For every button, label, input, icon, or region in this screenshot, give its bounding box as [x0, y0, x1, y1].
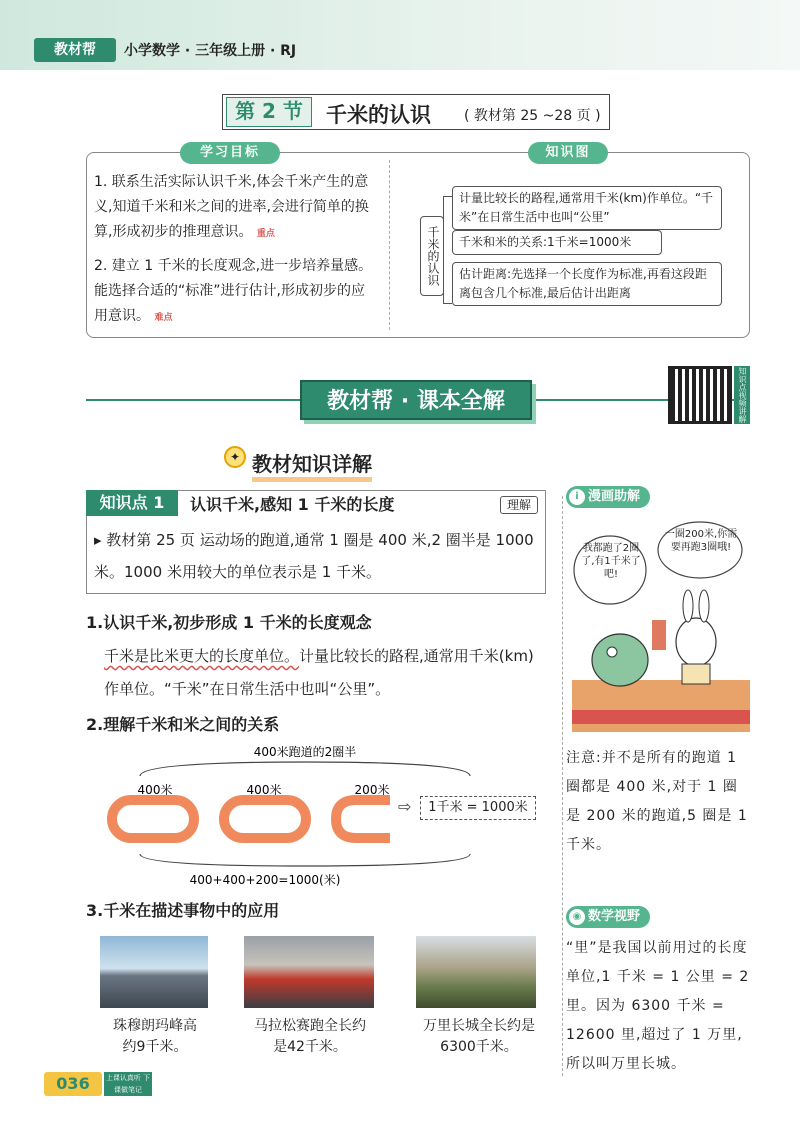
track-top-label: 400米跑道的2圈半 [253, 745, 357, 759]
bubble-right-text: 一圈200米,你需要再跑3圈哦! [664, 529, 738, 553]
knowledge-map-tag: 知识图 [528, 142, 608, 164]
track-oval-2 [224, 800, 306, 838]
mountain-photo [100, 936, 208, 1008]
goal-item-1 [94, 170, 374, 247]
part-1-underlined: 千米是比米更大的长度单位。 [104, 647, 300, 665]
section-name: 千米的认识 [326, 103, 431, 127]
track-lane [572, 710, 750, 724]
rabbit-shirt [682, 664, 710, 684]
knowledge-point-title: 认识千米,感知 1 千米的长度 [190, 495, 395, 514]
track-2-label: 400米 [246, 783, 282, 797]
info-icon: i [569, 489, 585, 505]
goal-item-1-text: 1. 联系生活实际认识千米,体会千米产生的意义,知道千米和米之间的进率,会进行简单的换算,形成初步的推理意识。 [94, 174, 369, 240]
track-ground [572, 680, 750, 732]
part-3-heading: 3.千米在描述事物中的应用 [86, 901, 280, 920]
knowledge-map-node-1: 计量比较长的路程,通常用千米(km)作单位。“千米”在日常生活中也叫“公里” [452, 186, 722, 230]
brand-logo: 教材帮 [34, 38, 116, 62]
bubble-left-text: 我都跑了2圈了,有1千米了吧! [581, 543, 641, 580]
section-reference: ( 教材第 25 ~28 页 ) [464, 108, 601, 124]
part-1-rest: 计量比较长的路程,通常用千米(km)作单位。“千米”在日常生活中也叫“公里”。 [104, 647, 534, 698]
difficult-point-mark: 难点 [154, 313, 173, 323]
knowledge-point-text: ▸ 教材第 25 页 运动场的跑道,通常 1 圈是 400 米,2 圈半是 1000 米。1000 米用较大的单位表示是 1 千米。 [94, 531, 534, 581]
background-building [652, 620, 666, 650]
equation-box: 1千米 = 1000米 [420, 796, 536, 820]
key-point-mark: 重点 [256, 229, 275, 239]
page-number: 036 [44, 1072, 102, 1096]
header-band [0, 0, 800, 70]
sub-heading: 教材知识详解 [252, 448, 372, 482]
sidebar-note: 注意:并不是所有的跑道 1 圈都是 400 米,对于 1 圈是 200 米的跑道,5 圈是 1 千米。 [566, 750, 748, 853]
knowledge-map-bracket [443, 196, 452, 304]
turtle-eye [607, 647, 617, 657]
knowledge-map-root: 千米的认识 [420, 216, 444, 296]
rabbit-character [676, 618, 716, 666]
caption-great-wall: 万里长城全长约是6300千米。 [423, 1018, 535, 1055]
rabbit-ear-right [699, 590, 709, 622]
bottom-brace [140, 854, 470, 866]
section-number: 第 2 节 [226, 97, 312, 127]
track-1-label: 400米 [137, 783, 173, 797]
turtle-character [592, 634, 648, 686]
qr-side-label: 知识点视频讲解 [734, 366, 750, 424]
track-half-oval [336, 800, 390, 838]
goal-item-2 [94, 254, 374, 331]
eye-icon: ◉ [569, 909, 585, 925]
bubble-left-wrap [580, 542, 642, 602]
footer-side-text: 上课认真听 下课做笔记 [105, 1074, 151, 1094]
knowledge-map-node-2: 千米和米的关系:1千米=1000米 [452, 230, 662, 255]
book-title: 小学数学 · 三年级上册 · RJ [124, 43, 297, 59]
track-sum-label: 400+400+200=1000(米) [189, 873, 341, 887]
goal-item-2-text: 2. 建立 1 千米的长度观念,进一步培养量感。能选择合适的“标准”进行估计,形成初步的应用意识。 [94, 258, 373, 324]
textbook-banner: 教材帮 · 课本全解 [300, 380, 532, 420]
part-1-heading: 1.认识千米,初步形成 1 千米的长度观念 [86, 613, 372, 632]
bubble-right-wrap [664, 528, 738, 574]
comic-tag-label: 漫画助解 [588, 489, 641, 504]
panel-divider [389, 160, 390, 330]
comic-illustration [572, 520, 750, 732]
great-wall-photo [416, 936, 536, 1008]
track-oval-1 [112, 800, 194, 838]
caption-mountain: 珠穆朗玛峰高约9千米。 [113, 1018, 197, 1055]
arrow-right-icon: ⇨ [398, 797, 412, 816]
rabbit-ear-left [683, 590, 693, 622]
part-1-paragraph [104, 640, 548, 706]
goals-tag: 学习目标 [180, 142, 280, 164]
sidebar-divider [562, 496, 563, 1076]
qr-code[interactable] [668, 366, 732, 424]
lightbulb-icon: ✦ [224, 446, 246, 468]
knowledge-point-tag: 知识点 1 [86, 490, 178, 516]
comic-tag [566, 486, 650, 508]
caption-marathon: 马拉松赛跑全长约是42千米。 [254, 1018, 366, 1055]
knowledge-map-node-3: 估计距离:先选择一个长度作为标准,再看这段距离包含几个标准,最后估计出距离 [452, 262, 722, 306]
marathon-photo [244, 936, 374, 1008]
track-3-label: 200米 [354, 783, 390, 797]
part-2-heading: 2.理解千米和米之间的关系 [86, 715, 280, 734]
top-brace [140, 762, 470, 776]
understand-badge: 理解 [500, 496, 538, 514]
math-vision-label: 数学视野 [588, 909, 641, 924]
math-vision-tag [566, 906, 650, 928]
math-vision-text: “里”是我国以前用过的长度单位,1 千米 = 1 公里 = 2 里。因为 6300 千米 = 12600 里,超过了 1 万里,所以叫万里长城。 [566, 940, 750, 1072]
